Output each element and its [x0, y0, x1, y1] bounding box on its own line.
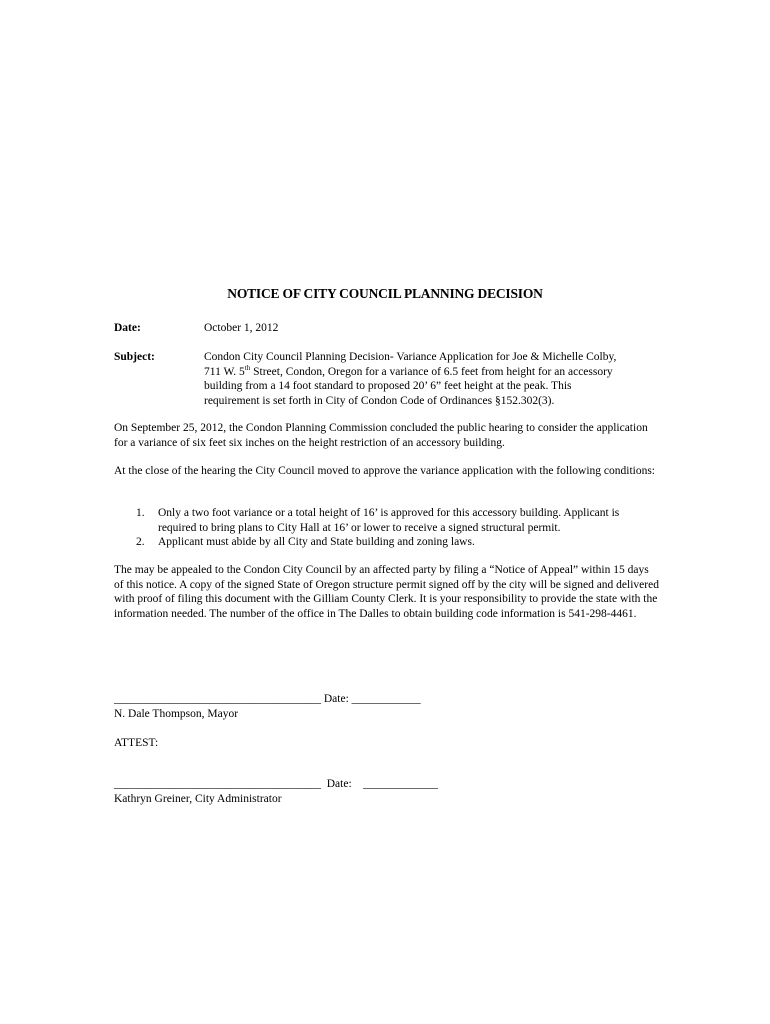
subject-line-part: Street, Condon, Oregon for a variance of 6.5 feet from height for an accessory [250, 365, 613, 378]
conditions-list [114, 506, 659, 550]
condition-item [114, 535, 659, 550]
hearing-paragraph: On September 25, 2012, the Condon Planning Commission concluded the public hearing to consider the application for a variance of six feet six inches on the height restriction of an accessory building. [114, 422, 648, 449]
condition-number: 1. [136, 507, 145, 519]
mayor-signature-line: ____________________________________ Date: ____________ [114, 693, 421, 705]
condition-item [114, 506, 659, 535]
subject-line [204, 365, 664, 380]
condition-text: Only a two foot variance or a total height of 16’ is approved for this accessory building. Applicant is required to bring plans to City Hall at 16’ or lower to receive a signed structural permit. [158, 507, 620, 534]
mayor-name: N. Dale Thompson, Mayor [114, 708, 239, 720]
subject-value [204, 350, 664, 408]
administrator-signature-line: ____________________________________ Date: _____________ [114, 778, 438, 790]
subject-line: building from a 14 foot standard to proposed 20’ 6” feet height at the peak. This [204, 380, 572, 392]
date-value: October 1, 2012 [204, 322, 279, 334]
condition-text: Applicant must abide by all City and State building and zoning laws. [158, 536, 475, 548]
attest-label: ATTEST: [114, 737, 159, 749]
date-label: Date: [114, 322, 141, 334]
subject-line-part: 711 W. 5 [204, 365, 245, 378]
document-title: NOTICE OF CITY COUNCIL PLANNING DECISION [227, 286, 543, 301]
administrator-name: Kathryn Greiner, City Administrator [114, 793, 282, 805]
condition-number: 2. [136, 536, 145, 548]
appeal-paragraph: The may be appealed to the Condon City Council by an affected party by filing a “Notice of Appeal” within 15 days of this notice. A copy of the signed State of Oregon structure permit signed off by the city will be signed and delivered with proof of filing this document with the Gilliam County Clerk. It is your responsibility to provide the state with the information needed. The number of the office in The Dalles to obtain building code information is 541-298-4461. [114, 564, 659, 620]
subject-label: Subject: [114, 351, 155, 363]
subject-line: Condon City Council Planning Decision- Variance Application for Joe & Michelle Colby, [204, 351, 617, 363]
motion-paragraph: At the close of the hearing the City Council moved to approve the variance application with the following conditions: [114, 465, 656, 477]
subject-line: requirement is set forth in City of Condon Code of Ordinances §152.302(3). [204, 394, 555, 407]
ordinal-superscript: th [244, 363, 251, 372]
